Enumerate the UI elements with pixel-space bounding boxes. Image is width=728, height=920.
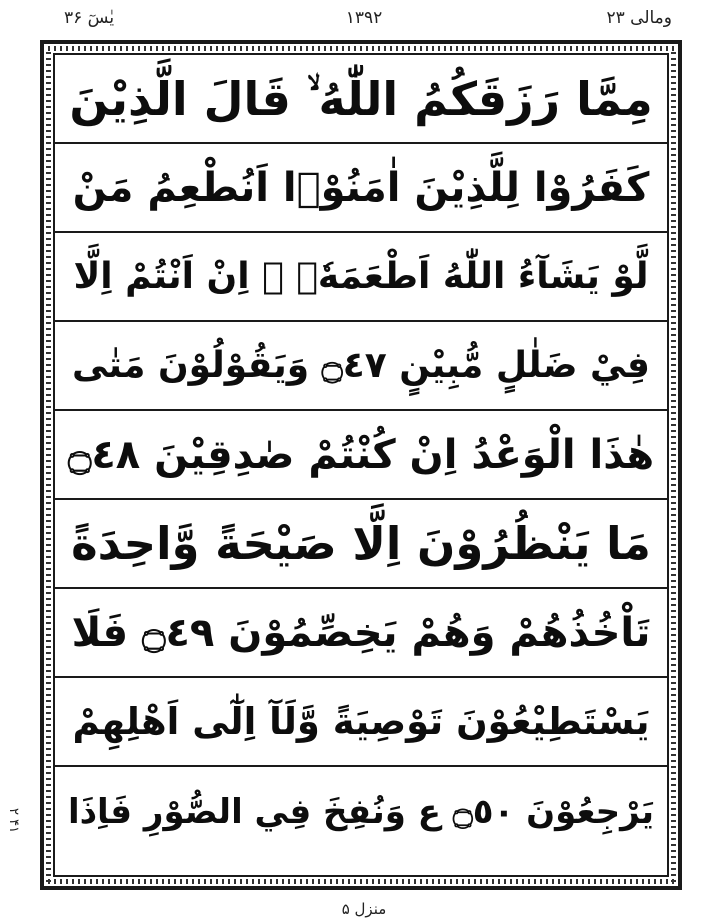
text-line <box>55 589 667 678</box>
verse-text: يَسْتَطِيْعُوْنَ تَوْصِيَةً وَّلَآ اِلٰٓى اَهْلِهِمْ <box>72 700 650 743</box>
text-lines <box>55 55 667 875</box>
text-line <box>55 678 667 767</box>
verse-text: هٰذَا الْوَعْدُ اِنْ كُنْتُمْ صٰدِقِيْنَ ۝٤٨ <box>67 431 655 478</box>
verse-text: مِمَّا رَزَقَكُمُ اللّٰهُ ۙ قَالَ الَّذِيْنَ <box>69 71 653 126</box>
verse-text: لَّوْ يَشَآءُ اللّٰهُ اَطْعَمَهٗۤ ۖ اِنْ اَنْتُمْ اِلَّا <box>73 255 649 297</box>
border-ornament-right <box>671 48 676 882</box>
border-ornament-bottom <box>48 879 674 884</box>
text-line <box>55 322 667 411</box>
verse-text: يَرْجِعُوْنَ ۝٥٠ ع وَنُفِخَ فِي الصُّوْرِ فَاِذَا <box>67 791 655 832</box>
border-ornament-top <box>48 46 674 51</box>
text-line <box>55 767 667 856</box>
surah-header: یٰسٓ ۳۶ <box>64 8 115 28</box>
text-line <box>55 233 667 322</box>
verse-text: مَا يَنْظُرُوْنَ اِلَّا صَيْحَةً وَّاحِدَةً <box>71 517 651 570</box>
verse-text: فِيْ ضَلٰلٍ مُّبِيْنٍ ۝٤٧ وَيَقُوْلُوْنَ مَتٰى <box>72 344 651 386</box>
text-line <box>55 144 667 233</box>
verse-text: تَاْخُذُهُمْ وَهُمْ يَخِصِّمُوْنَ ۝٤٩ فَلَا <box>71 609 651 656</box>
page-number: ۱۳۹۲ <box>345 8 383 28</box>
verse-text: كَفَرُوْا لِلَّذِيْنَ اٰمَنُوْۤا اَنُطْعِمُ مَنْ <box>72 164 650 211</box>
page-border <box>40 40 682 890</box>
juz-header: ومالی ۲۳ <box>606 8 672 28</box>
text-line <box>55 500 667 589</box>
ruku-marker: ۴۱ ۲ <box>6 808 21 834</box>
manzil-footer: منزل ۵ <box>341 900 387 918</box>
text-line <box>55 411 667 500</box>
text-line <box>55 55 667 144</box>
border-ornament-left <box>46 48 51 882</box>
